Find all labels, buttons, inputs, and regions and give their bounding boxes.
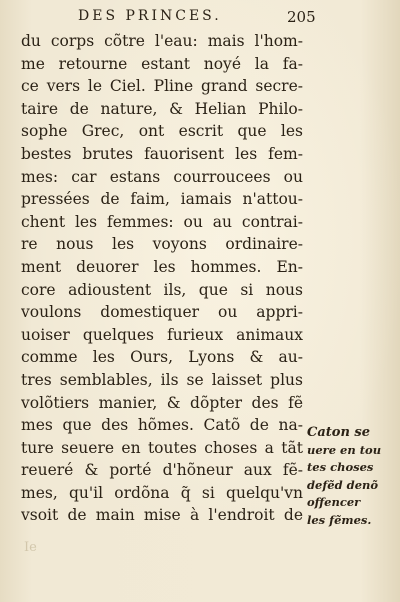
text-line: core adioustent ils, que si nous	[21, 280, 303, 299]
marginal-note-line: tes choses	[307, 460, 374, 474]
marginal-note-line: les fẽmes.	[307, 512, 372, 527]
text-line: vsoit de main mise à l'endroit de	[21, 506, 303, 525]
text-line: ture seuere en toutes choses a tãt	[21, 438, 303, 457]
text-line: chent les femmes: ou au contrai-	[21, 212, 303, 231]
text-line: uoiser quelques furieux animaux	[21, 325, 303, 344]
text-line: comme les Ours, Lyons & au-	[21, 348, 303, 367]
text-line: mes: car estans courroucees ou	[21, 167, 303, 186]
marginal-note-line: defẽd denõ	[307, 477, 379, 492]
text-line: sophe Grec, ont escrit que les	[21, 122, 303, 141]
text-line: du corps cõtre l'eau: mais l'hom-	[21, 32, 303, 50]
text-line: bestes brutes fauorisent les fem-	[21, 144, 303, 163]
text-line: tres semblables, ils se laisset plus	[21, 370, 303, 389]
body-text	[21, 30, 303, 527]
text-line: ce vers le Ciel. Pline grand secre-	[21, 77, 303, 96]
marginal-note-line: Caton se	[307, 425, 371, 440]
running-head-title: DES PRINCES.	[78, 8, 222, 24]
text-line: re nous les voyons ordinaire-	[21, 235, 303, 254]
text-line: me retourne estant noyé la fa-	[21, 54, 303, 73]
running-head	[0, 8, 400, 28]
text-line: reueré & porté d'hõneur aux fẽ-	[21, 461, 303, 480]
text-line: volõtiers manier, & dõpter des fẽ	[21, 393, 303, 412]
bleed-through-text: Ie	[24, 540, 37, 555]
text-line: pressées de faim, iamais n'attou-	[21, 190, 303, 209]
page-number: 205	[287, 8, 316, 26]
text-line: ment deuorer les hommes. En-	[21, 257, 303, 276]
text-line: mes, qu'il ordõna q̃ si quelqu'vn	[21, 483, 303, 502]
marginal-note	[307, 424, 397, 529]
text-line: taire de nature, & Helian Philo-	[21, 99, 303, 118]
text-line: voulons domestiquer ou appri-	[21, 303, 303, 322]
marginal-note-line: uere en tou	[307, 442, 382, 457]
text-line: mes que des hõmes. Catõ de na-	[21, 416, 303, 435]
marginal-note-line: offencer	[307, 495, 361, 509]
